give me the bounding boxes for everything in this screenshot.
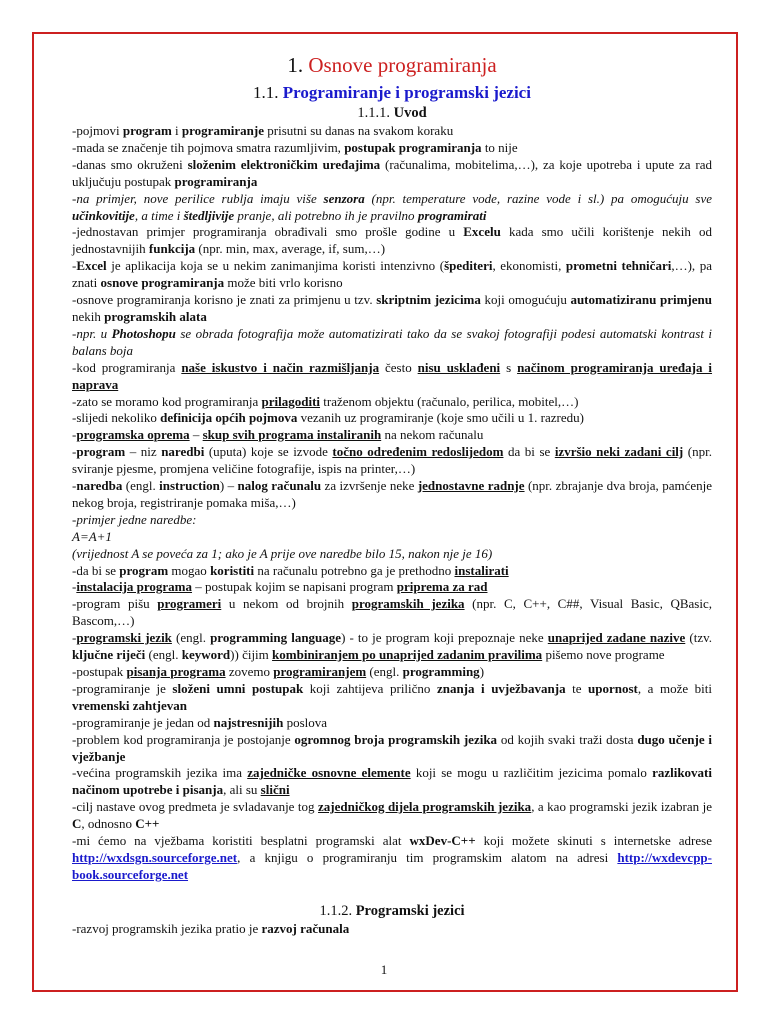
emphasis-text: špediteri xyxy=(444,258,493,274)
paragraph xyxy=(72,664,712,681)
emphasis-text: instruction xyxy=(159,478,220,494)
text-run: ,…), pa znati xyxy=(72,258,712,291)
emphasis-text: jednostavne radnje xyxy=(417,478,525,494)
text-run: s xyxy=(500,359,518,375)
emphasis-text: wxDev-C++ xyxy=(409,833,476,849)
emphasis-text: točno određenim redoslijedom xyxy=(332,444,504,460)
text-run: je aplikacija koja se u nekim zanimanjima koristi intenzivno ( xyxy=(106,258,445,274)
text-run: -postupak xyxy=(72,664,127,679)
text-run: -jednostavan primjer programiranja obrađivali smo prošle godine u xyxy=(72,224,464,240)
emphasis-text: programskih alata xyxy=(104,308,207,324)
section-title: Uvod xyxy=(393,105,427,121)
emphasis-text: programming language xyxy=(210,630,342,646)
text-run: -slijedi nekoliko xyxy=(72,410,161,426)
paragraph xyxy=(72,326,712,360)
paragraph xyxy=(72,157,712,191)
paragraph xyxy=(72,360,712,394)
text-run: pranje, ali potrebno ih je pravilno xyxy=(234,207,418,223)
emphasis-text: C++ xyxy=(135,816,160,832)
emphasis-text: prometni tehničari xyxy=(565,258,672,274)
emphasis-text: štedljivije xyxy=(183,207,235,223)
paragraph xyxy=(72,140,712,157)
paragraph xyxy=(72,579,712,596)
paragraph xyxy=(72,563,712,580)
text-run: - xyxy=(72,258,77,274)
emphasis-text: prilagoditi xyxy=(261,393,321,409)
paragraph xyxy=(72,765,712,799)
paragraph-list-2 xyxy=(72,921,712,938)
text-run: (npr. temperature vode, razine vode i sl.) pa omogućuju sve xyxy=(364,190,712,206)
emphasis-text: C xyxy=(72,816,82,832)
emphasis-text: senzora xyxy=(323,190,365,206)
emphasis-text: instalacija programa xyxy=(76,579,193,595)
emphasis-text: zajedničkog dijela programskih jezika xyxy=(318,799,532,815)
emphasis-text: programiranja xyxy=(174,173,258,189)
emphasis-text: programming xyxy=(402,664,480,679)
text-run: , odnosno xyxy=(81,816,136,832)
paragraph xyxy=(72,410,712,427)
emphasis-text: ključne riječi xyxy=(72,647,146,663)
text-run: (engl. xyxy=(145,647,182,663)
text-run: ) - to je program koji prepoznaje neke xyxy=(341,630,548,646)
emphasis-text: programiranjem xyxy=(273,664,367,679)
text-run: )) čijim xyxy=(230,647,273,663)
paragraph xyxy=(72,427,712,444)
emphasis-text: koristiti xyxy=(210,562,255,578)
emphasis-text: upornost xyxy=(588,680,638,696)
text-run: -zato se moramo kod programiranja xyxy=(72,393,262,409)
emphasis-text: načinom programiranja uređaja i naprava xyxy=(72,359,713,392)
emphasis-text: unaprijed zadane nazive xyxy=(547,630,686,646)
emphasis-text: postupak programiranja xyxy=(344,139,482,155)
text-run: koji omogućuju xyxy=(480,292,571,308)
text-run: , ali su xyxy=(223,782,261,798)
paragraph xyxy=(72,596,712,630)
text-run: -programiranje je xyxy=(72,680,173,696)
text-run: koji možete skinuti s internetske adrese xyxy=(475,833,712,849)
text-run: - xyxy=(72,478,77,494)
emphasis-text: automatiziranu primjenu xyxy=(570,292,712,308)
text-run: vezanih uz programiranje (koje smo učili u 1. razredu) xyxy=(297,410,584,426)
emphasis-text: učinkovitije xyxy=(72,207,135,223)
section-heading xyxy=(72,104,712,123)
emphasis-text: razlikovati načinom upotrebe i pisanja xyxy=(72,765,712,798)
text-run: A=A+1 xyxy=(72,528,112,544)
emphasis-text: funkcija xyxy=(148,241,196,257)
text-run: -mi ćemo na vježbama koristiti besplatni programski alat xyxy=(72,833,410,849)
emphasis-text: programeri xyxy=(157,596,222,612)
url-link[interactable]: http://wxdsgn.sourceforge.net xyxy=(72,849,238,865)
emphasis-text: keyword xyxy=(181,647,231,663)
paragraph xyxy=(72,529,712,546)
emphasis-text: znanja i uvježbavanja xyxy=(436,680,566,696)
text-run: pišemo nove programe xyxy=(542,647,665,663)
paragraph xyxy=(72,833,712,884)
emphasis-text: skriptnim jezicima xyxy=(376,292,481,308)
emphasis-text: Excelu xyxy=(463,224,501,240)
paragraph xyxy=(72,799,712,833)
paragraph xyxy=(72,546,712,563)
text-run: , a može biti xyxy=(637,680,712,696)
text-run: koji zahtijeva prilično xyxy=(303,680,437,696)
document-body xyxy=(72,46,712,938)
emphasis-text: programski jezik xyxy=(76,630,172,646)
text-run: -programiranje je jedan od xyxy=(72,714,214,730)
text-run: – postupak kojim se napisani program xyxy=(192,579,397,595)
text-run: -npr. u xyxy=(72,325,112,341)
paragraph xyxy=(72,921,712,938)
text-run: -kod programiranja xyxy=(72,359,182,375)
emphasis-text: priprema za rad xyxy=(396,579,488,595)
text-run: za izvršenje neke xyxy=(321,478,418,494)
text-run: – niz xyxy=(125,444,162,460)
text-run: - xyxy=(72,630,77,646)
text-run: poslova xyxy=(283,714,328,730)
emphasis-text: instalirati xyxy=(454,562,509,578)
emphasis-text: najstresnijih xyxy=(213,714,284,730)
emphasis-text: pisanja programa xyxy=(126,664,226,679)
text-run: te xyxy=(565,680,589,696)
paragraph xyxy=(72,224,712,258)
text-run: to nije xyxy=(481,139,518,155)
text-run: -mada se značenje tih pojmova smatra razumljivim, xyxy=(72,139,345,155)
text-run: -pojmovi xyxy=(72,123,123,138)
emphasis-text: program xyxy=(122,123,172,138)
paragraph xyxy=(72,715,712,732)
text-run: (engl. xyxy=(122,478,160,494)
text-run: - xyxy=(72,579,77,595)
paragraph xyxy=(72,444,712,478)
subchapter-number: 1.1. xyxy=(253,83,279,102)
text-run: može biti vrlo korisno xyxy=(224,275,343,291)
text-run: traženom objektu (računalo, perilica, mobitel,…) xyxy=(320,393,579,409)
section-heading-2 xyxy=(72,902,712,921)
text-run: (npr. min, max, average, if, sum,…) xyxy=(195,241,386,257)
page-number: 1 xyxy=(380,962,388,977)
emphasis-text: nisu usklađeni xyxy=(417,359,501,375)
emphasis-text: Photoshopu xyxy=(111,325,176,341)
paragraph xyxy=(72,681,712,715)
text-run: (računalima, mobitelima,…), za koje upotreba i upute za rad uključuju postupak xyxy=(72,156,712,189)
text-run: , a kao programski jezik izabran je xyxy=(531,799,712,815)
text-run: i xyxy=(171,123,182,138)
emphasis-text: program xyxy=(76,444,126,460)
section-number: 1.1.1. xyxy=(357,105,390,121)
paragraph-list xyxy=(72,123,712,884)
emphasis-text: program xyxy=(119,562,169,578)
text-run: -da bi se xyxy=(72,562,120,578)
text-run: često xyxy=(379,359,418,375)
emphasis-text: programirati xyxy=(417,207,487,223)
emphasis-text: programiranje xyxy=(181,123,264,138)
text-run: -razvoj programskih jezika pratio je xyxy=(72,920,262,936)
paragraph xyxy=(72,123,712,140)
subchapter-title: Programiranje i programski jezici xyxy=(282,83,531,102)
text-run: (uputa) koje se izvode xyxy=(204,444,333,460)
chapter-number: 1. xyxy=(287,53,304,77)
text-run: se obrada fotografija može automatizirati tako da se svakoj fotografiji podesi automatski kontrast i balans boja xyxy=(72,325,712,358)
text-run: ) – xyxy=(219,478,238,494)
emphasis-text: nalog računalu xyxy=(237,478,322,494)
emphasis-text: razvoj računala xyxy=(261,920,350,936)
text-run: od kojih svaki traži dosta xyxy=(497,731,638,747)
text-run: na nekom računalu xyxy=(381,427,484,443)
text-run: - xyxy=(72,427,77,443)
subchapter-heading xyxy=(72,82,712,104)
section-number-2: 1.1.2. xyxy=(319,902,353,919)
emphasis-text: programskih jezika xyxy=(351,596,465,612)
text-run: – xyxy=(189,427,203,443)
emphasis-text: dugo učenje i vježbanje xyxy=(72,731,712,764)
text-run: -osnove programiranja korisno je znati za primjenu u tzv. xyxy=(72,292,377,308)
paragraph xyxy=(72,292,712,326)
emphasis-text: naredba xyxy=(76,478,123,494)
text-run: , ekonomisti, xyxy=(492,258,566,274)
text-run: -program pišu xyxy=(72,596,158,612)
text-run: u nekom od brojnih xyxy=(221,596,352,612)
text-run: -cilj nastave ovog predmeta je svladavanje tog xyxy=(72,799,319,815)
text-run: da bi se xyxy=(503,444,555,460)
text-run: na računalu potrebno ga je prethodno xyxy=(254,562,455,578)
text-run: (engl. xyxy=(171,630,211,646)
emphasis-text: naredbi xyxy=(161,444,205,460)
paragraph xyxy=(72,732,712,766)
paragraph xyxy=(72,191,712,225)
emphasis-text: izvršio neki zadani cilj xyxy=(554,444,684,460)
text-run: kada smo učili korištenje nekih od jednostavnijih xyxy=(72,224,712,257)
url-link[interactable]: http://wxdevcpp-book.sourceforge.net xyxy=(72,849,712,882)
text-run: nekih xyxy=(72,308,105,324)
text-run: (npr. C, C++, C##, Visual Basic, QBasic, Bascom,…) xyxy=(72,596,712,629)
emphasis-text: zajedničke osnovne elemente xyxy=(247,765,411,781)
text-run: , a time i xyxy=(134,207,184,223)
text-run: zovemo xyxy=(225,664,274,679)
emphasis-text: kombiniranjem po unaprijed zadanim pravilima xyxy=(272,647,543,663)
text-run: (engl. xyxy=(366,664,403,679)
emphasis-text: složeni umni postupak xyxy=(172,680,304,696)
emphasis-text: složenim elektroničkim uređajima xyxy=(187,156,381,172)
emphasis-text: naše iskustvo i način razmišljanja xyxy=(181,359,380,375)
text-run: ) xyxy=(479,664,485,679)
text-run: koji se mogu u različitim jezicima pomalo xyxy=(410,765,653,781)
text-run: -problem kod programiranja je postojanje xyxy=(72,731,295,747)
text-run: (tzv. xyxy=(685,630,712,646)
text-run: (npr. zbrajanje dva broja, pamćenje nekog broja, registriranje pomaka miša,…) xyxy=(72,478,712,510)
paragraph xyxy=(72,478,712,512)
paragraph xyxy=(72,394,712,411)
text-run: (vrijednost A se poveća za 1; ako je A prije ove naredbe bilo 15, nakon nje je 16) xyxy=(72,545,493,561)
emphasis-text: skup svih programa instaliranih xyxy=(202,427,382,443)
paragraph xyxy=(72,258,712,292)
emphasis-text: ogromnog broja programskih jezika xyxy=(294,731,498,747)
text-run: prisutni su danas na svakom koraku xyxy=(264,123,454,138)
emphasis-text: Excel xyxy=(76,258,107,274)
emphasis-text: definicija općih pojmova xyxy=(160,410,298,426)
section-title-2: Programski jezici xyxy=(355,902,465,919)
chapter-heading xyxy=(72,52,712,78)
text-run: -većina programskih jezika ima xyxy=(72,765,248,781)
text-run: -primjer jedne naredbe: xyxy=(72,511,197,527)
emphasis-text: slični xyxy=(260,782,290,798)
text-run: -na primjer, nove perilice rublja imaju više xyxy=(72,190,324,206)
text-run: -danas smo okruženi xyxy=(72,156,188,172)
text-run: - xyxy=(72,444,77,460)
paragraph xyxy=(72,512,712,529)
emphasis-text: osnove programiranja xyxy=(100,275,225,291)
text-run: mogao xyxy=(168,562,211,578)
text-run: , a knjigu o programiranju tim programskim alatom na adresi xyxy=(237,849,618,865)
paragraph xyxy=(72,630,712,664)
emphasis-text: vremenski zahtjevan xyxy=(72,697,187,713)
text-run: (npr. sviranje pjesme, promjena veličine fotografije, ispis na printer,…) xyxy=(72,444,712,477)
emphasis-text: programska oprema xyxy=(76,427,190,443)
chapter-title: Osnove programiranja xyxy=(308,53,497,77)
